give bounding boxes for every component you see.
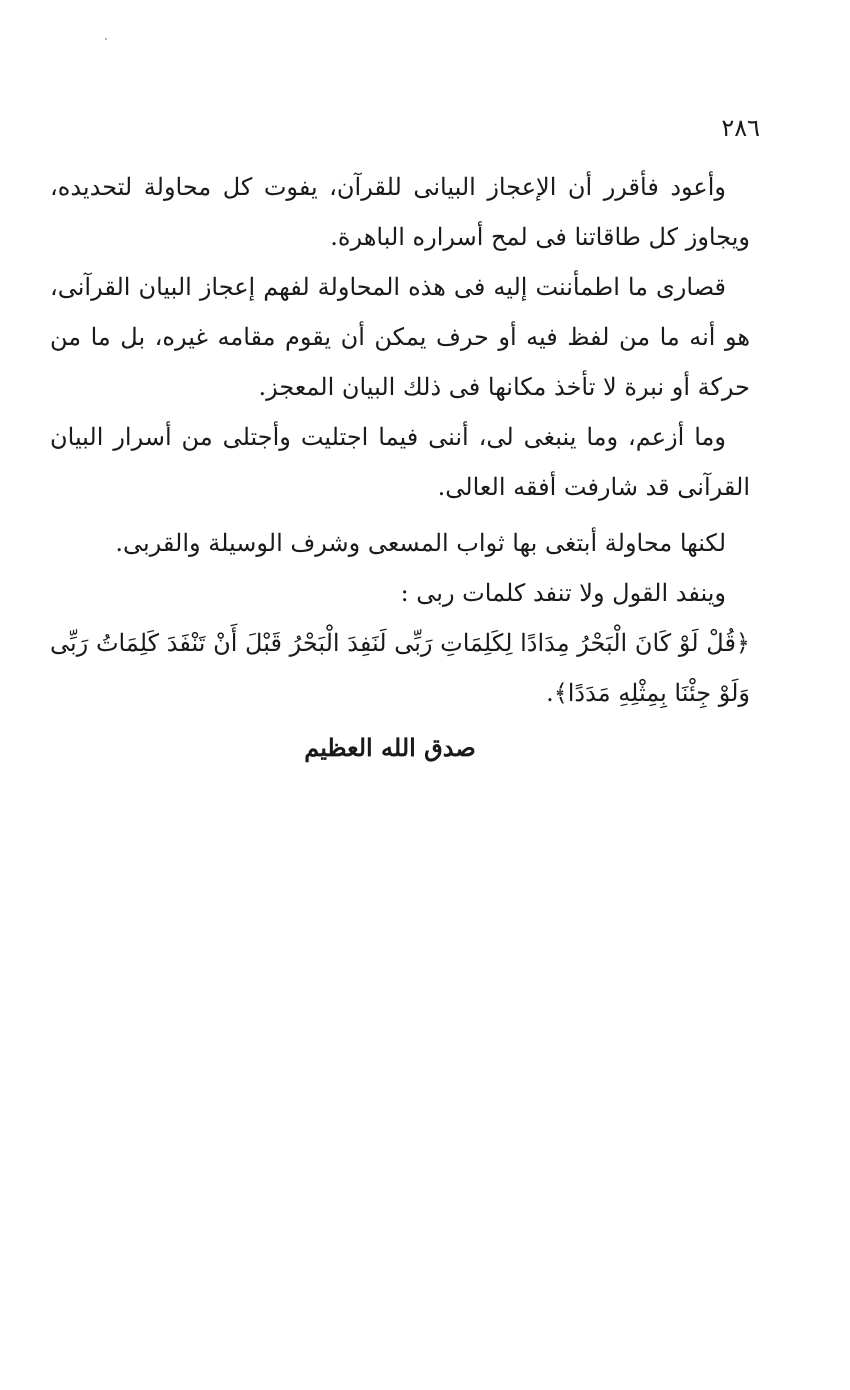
closing-phrase: صدق الله العظيم xyxy=(304,733,476,762)
page-number: ٢٨٦ xyxy=(721,114,760,142)
paragraph-conclusion: وأعود فأقرر أن الإعجاز البيانى للقرآن، يفوت كل محاولة لتحديده، ويجاوز كل طاقاتنا فى لمح أسراره الباهرة. xyxy=(50,173,750,251)
paragraph-understanding: قصارى ما اطمأننت إليه فى هذه المحاولة لفهم إعجاز البيان القرآنى، هو أنه ما من لفظ فيه أو حرف يمكن أن يقوم مقامه غيره، بل ما من حركة أو نبرة لا تأخذ مكانها فى ذلك البيان المعجز. xyxy=(50,273,750,401)
paragraph-verse-intro: وينفد القول ولا تنفد كلمات ربى : xyxy=(400,579,726,607)
paragraph-intention: لكنها محاولة أبتغى بها ثواب المسعى وشرف الوسيلة والقربى. xyxy=(115,529,726,557)
paragraph-humility: وما أزعم، وما ينبغى لى، أننى فيما اجتليت وأجتلى من أسرار البيان القرآنى قد شارفت أفقه العالى. xyxy=(50,423,750,501)
body-text xyxy=(50,162,750,718)
scan-speck xyxy=(105,38,107,40)
quran-verse: ﴿قُلْ لَوْ كَانَ الْبَحْرُ مِدَادًا لِكَلِمَاتِ رَبِّى لَنَفِدَ الْبَحْرُ قَبْلَ أَنْ تَنْفَدَ كَلِمَاتُ رَبِّى وَلَوْ جِئْنَا بِمِثْلِهِ مَدَدًا﴾. xyxy=(50,629,750,707)
